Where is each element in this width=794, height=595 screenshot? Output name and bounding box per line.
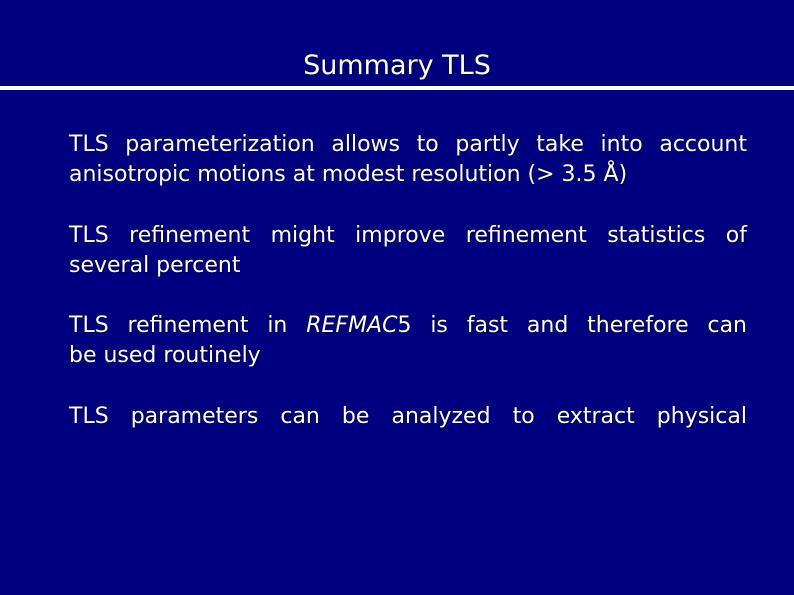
paragraph-line [69,311,747,341]
line-text: 5 is fast and therefore can [397,313,748,338]
paragraph-line: be used routinely [69,343,261,368]
paragraph-tls-parameterization [69,130,747,190]
program-name: REFMAC [306,313,398,338]
paragraph-tls-refinement-statistics [69,221,747,281]
slide-title: Summary TLS [303,50,491,81]
paragraph-line: several percent [69,253,241,278]
paragraph-line: TLS refinement might improve refinement statistics of [69,223,747,248]
paragraph-line: TLS parameters can be analyzed to extract physical [69,404,747,429]
paragraph-line: anisotropic motions at modest resolution (> 3.5 Å) [69,162,628,187]
title-divider [0,86,794,90]
paragraph-line: TLS parameterization allows to partly take into account [69,132,747,157]
paragraph-tls-refinement-refmac [69,311,747,371]
line-text: TLS refinement in [69,313,307,338]
paragraph-tls-parameters-analysis [69,402,747,432]
